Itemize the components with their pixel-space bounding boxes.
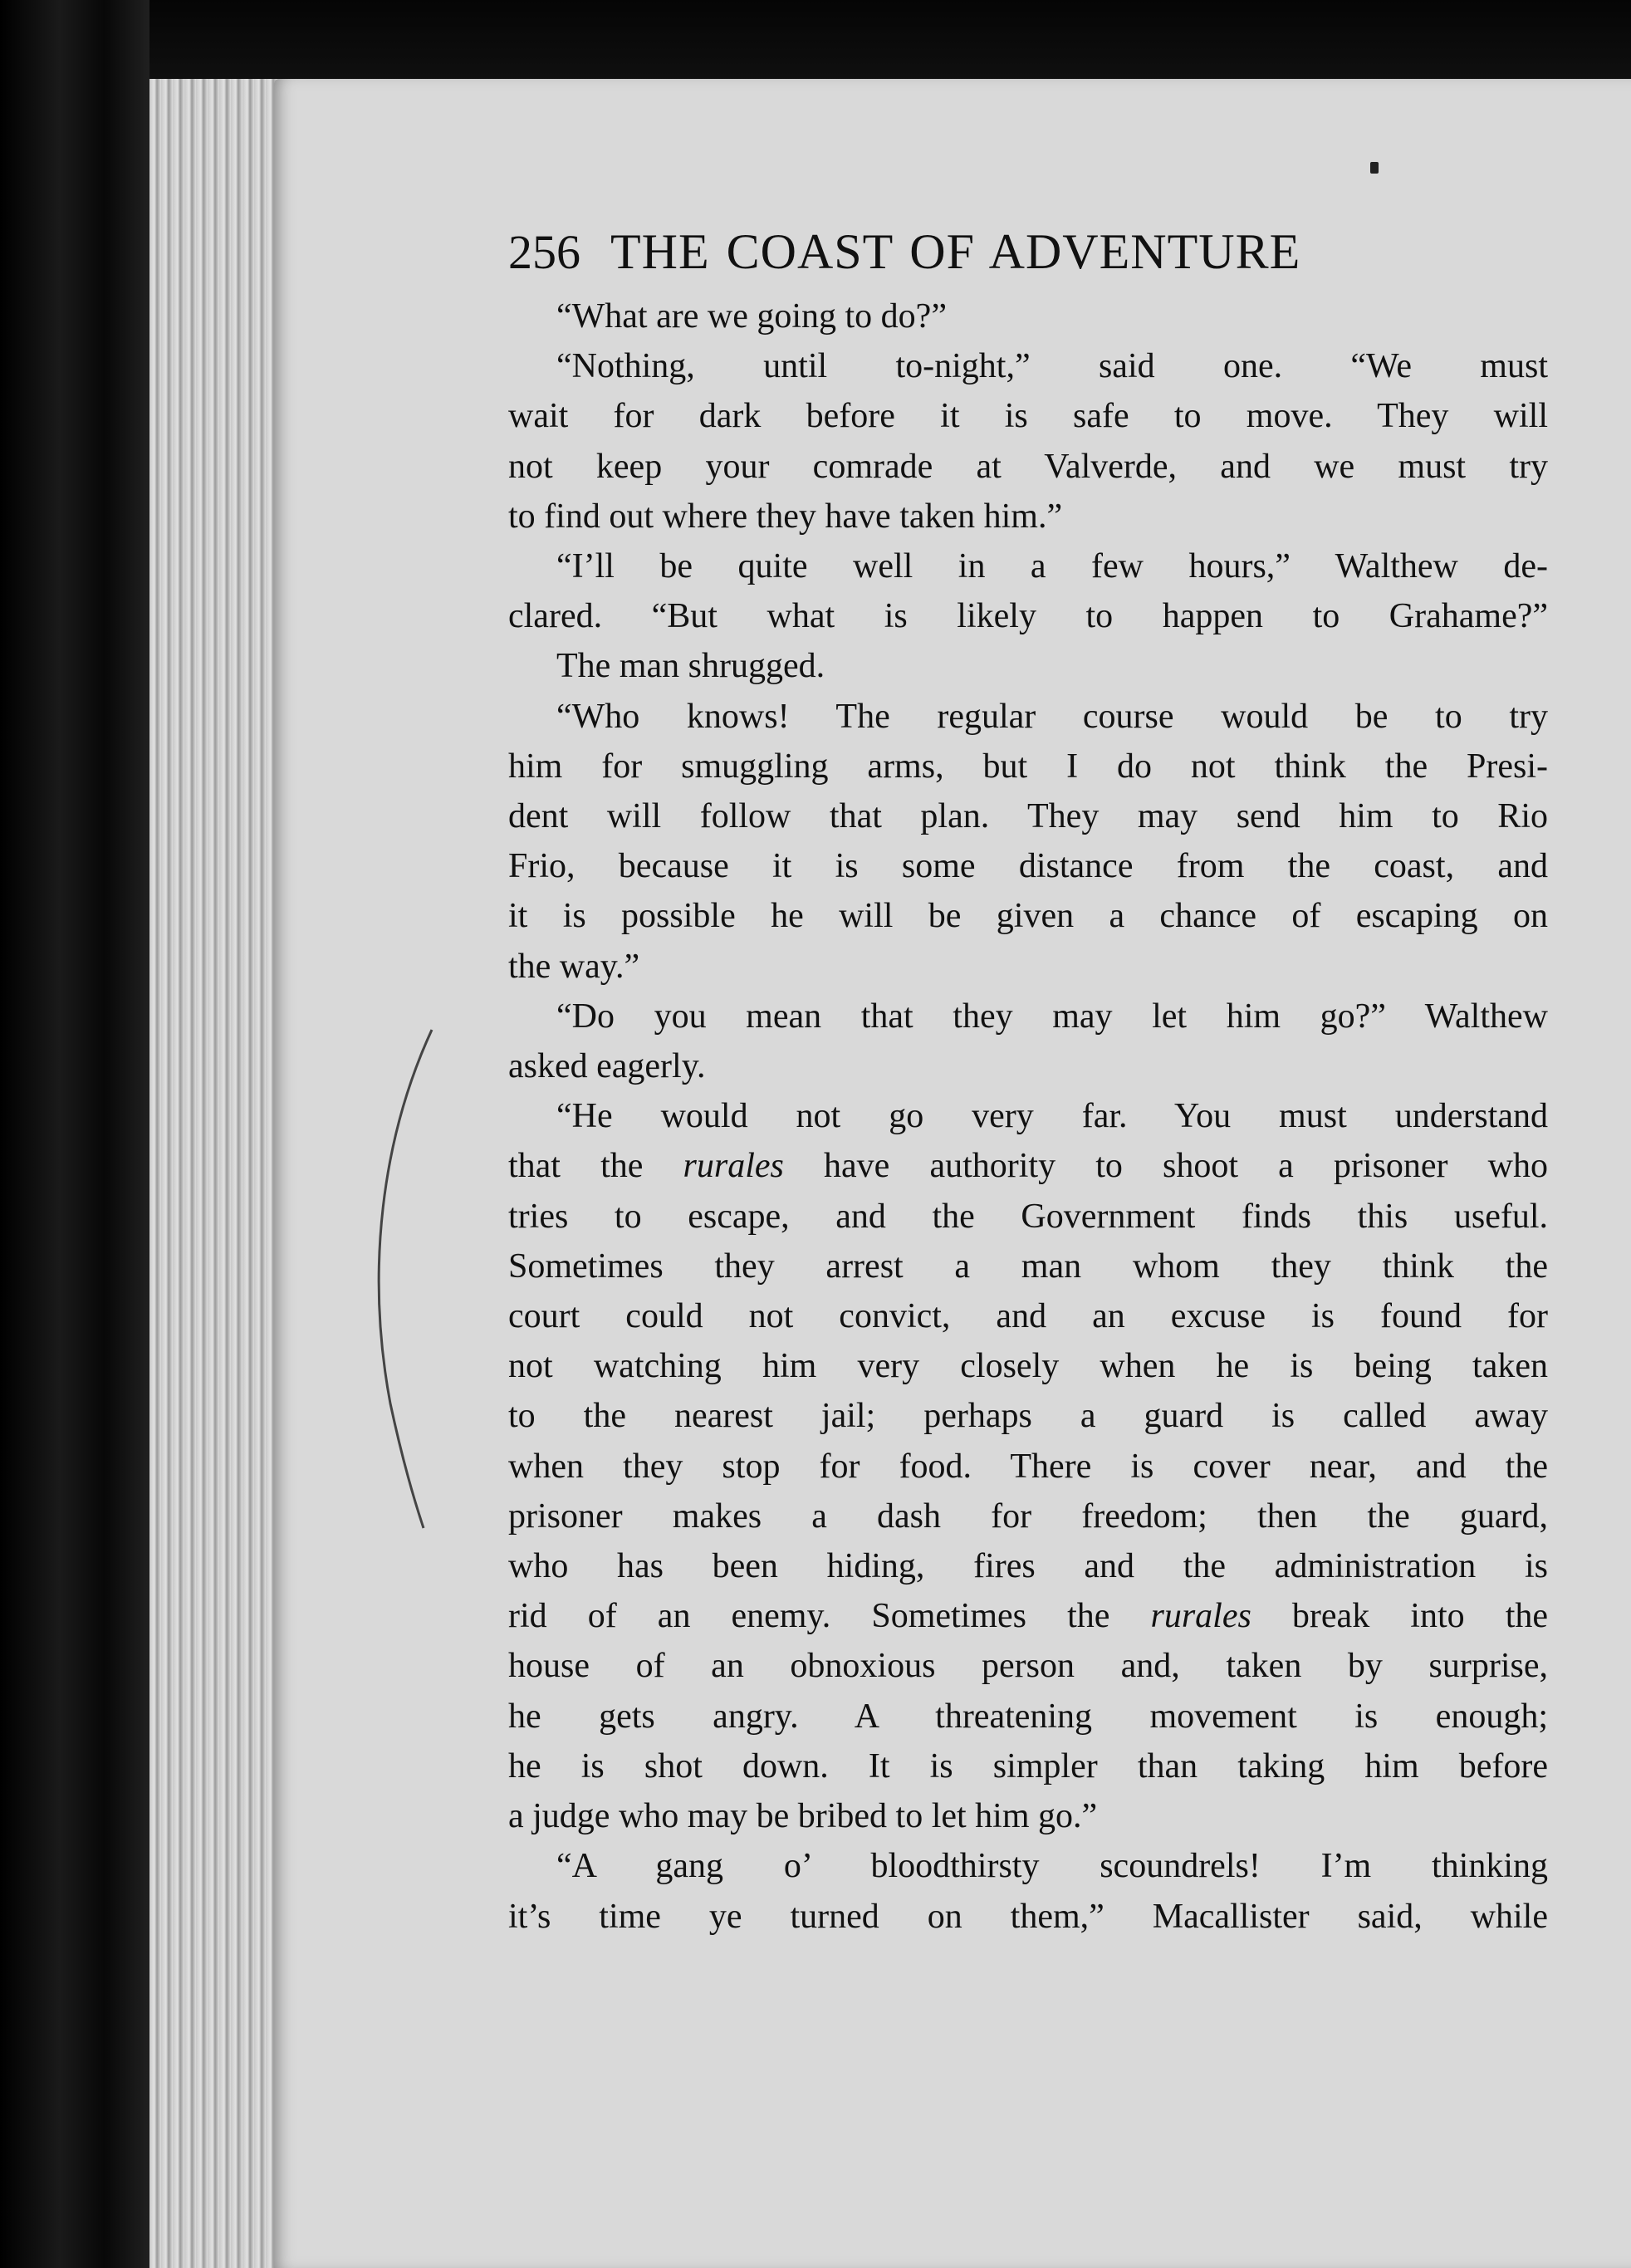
text-line: Sometimes they arrest a man whom they think the — [508, 1247, 1548, 1286]
text-line: rid of an enemy. Sometimes the rurales break into the — [508, 1597, 1549, 1636]
text-line: the way.” — [508, 947, 640, 986]
text-line: a judge who may be bribed to let him go.” — [508, 1797, 1098, 1836]
page-edges — [149, 79, 282, 2268]
italic-word: rurales — [1150, 1597, 1251, 1636]
text-line: to find out where they have taken him.” — [508, 497, 1063, 536]
text-line: “Do you mean that they may let him go?” Walthew — [556, 997, 1548, 1036]
text-line: “Who knows! The regular course would be to try — [556, 697, 1548, 736]
text-line: court could not convict, and an excuse is found for — [508, 1297, 1548, 1336]
text-line: he is shot down. It is simpler than taking him before — [508, 1746, 1548, 1785]
text-line: to the nearest jail; perhaps a guard is called away — [508, 1397, 1548, 1436]
text-line: prisoner makes a dash for freedom; then the guard, — [508, 1496, 1548, 1536]
text-line: house of an obnoxious person and, taken by surprise, — [508, 1647, 1548, 1686]
scan-background-top — [0, 0, 1631, 91]
text-line: when they stop for food. There is cover near, and the — [508, 1447, 1548, 1486]
text-line: “A gang o’ bloodthirsty scoundrels! I’m thinking — [556, 1847, 1548, 1886]
margin-pencil-mark — [365, 1021, 465, 1536]
text-line: him for smuggling arms, but I do not think the Presi- — [508, 747, 1548, 786]
scan-mark — [1370, 162, 1379, 174]
text-line: “He would not go very far. You must understand — [556, 1097, 1548, 1136]
page-number: 256 — [508, 225, 580, 279]
text-line: that the rurales have authority to shoot a prisoner who — [508, 1147, 1548, 1186]
text-line: tries to escape, and the Government finds this useful. — [508, 1197, 1548, 1236]
text-line: “What are we going to do?” — [556, 297, 947, 336]
text-line: wait for dark before it is safe to move. They will — [508, 397, 1548, 436]
text-line: asked eagerly. — [508, 1047, 706, 1086]
text-line: Frio, because it is some distance from the coast, and — [508, 847, 1548, 886]
text-line: “I’ll be quite well in a few hours,” Walthew de- — [556, 547, 1548, 586]
text-line: who has been hiding, fires and the administration is — [508, 1547, 1548, 1586]
book-spine — [0, 0, 149, 2268]
text-line: not keep your comrade at Valverde, and we must try — [508, 447, 1548, 486]
page-text — [508, 223, 1548, 1942]
body-lines — [508, 291, 1548, 1942]
text-line: dent will follow that plan. They may send him to Rio — [508, 797, 1548, 836]
text-line: The man shrugged. — [556, 647, 825, 686]
text-line: it’s time ye turned on them,” Macallister said, while — [508, 1897, 1548, 1936]
text-line: he gets angry. A threatening movement is enough; — [508, 1697, 1548, 1736]
italic-word: rurales — [683, 1147, 784, 1186]
text-line: clared. “But what is likely to happen to Grahame?” — [508, 597, 1548, 636]
text-line: not watching him very closely when he is being taken — [508, 1347, 1548, 1386]
page-header — [508, 223, 1548, 282]
text-line: it is possible he will be given a chance of escaping on — [508, 897, 1548, 936]
running-head: THE COAST OF ADVENTURE — [610, 224, 1301, 279]
text-line: “Nothing, until to-night,” said one. “We must — [556, 347, 1548, 386]
